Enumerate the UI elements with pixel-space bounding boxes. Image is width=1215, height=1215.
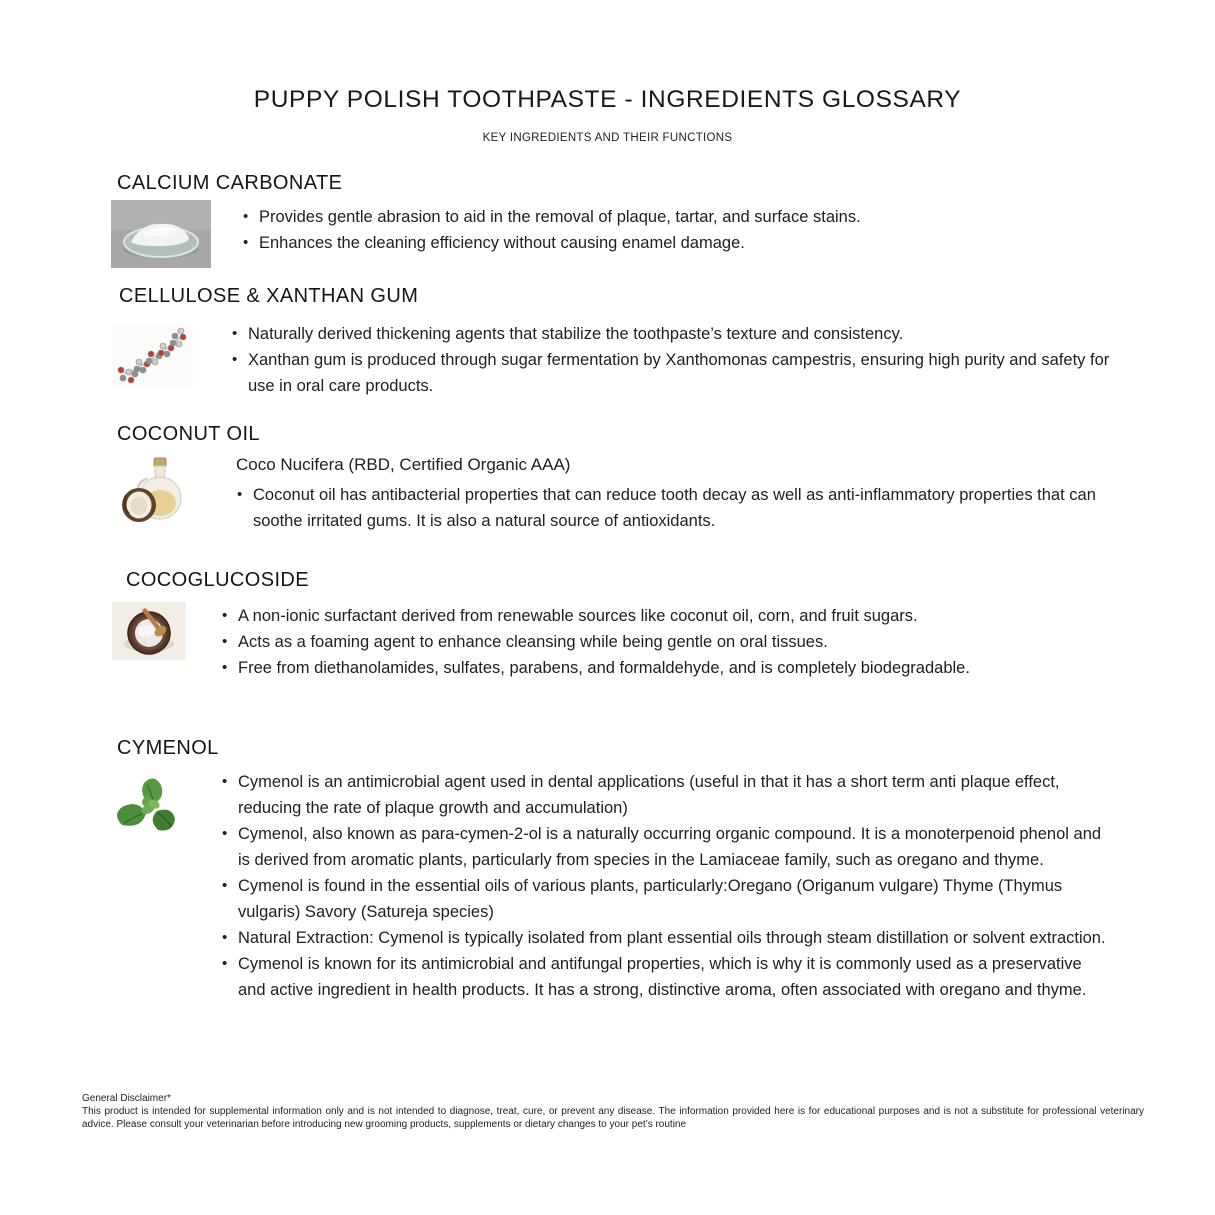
bullet-item: • Cymenol is known for its antimicrobial and antifungal properties, which is why it is commonly used as a preservative and active ingredient in health products. It has a strong, distinctive aroma, often associated with oregano and thyme. bbox=[221, 951, 1113, 1003]
cocoglucoside-bullets bbox=[221, 603, 1105, 681]
bullet-item: • Coconut oil has antibacterial properties that can reduce tooth decay as well as anti-inflammatory properties that can soothe irritated gums. It is also a natural source of antioxidants. bbox=[236, 482, 1124, 534]
bullet-item: • Cymenol, also known as para-cymen-2-ol is a naturally occurring organic compound. It is a monoterpenoid phenol and is derived from aromatic plants, particularly from species in the Lamiaceae family, such as oregano and thyme. bbox=[221, 821, 1113, 873]
mint-leaves-image bbox=[110, 771, 180, 848]
page-title: PUPPY POLISH TOOTHPASTE - INGREDIENTS GLOSSARY bbox=[253, 86, 962, 113]
bullet-item: • Acts as a foaming agent to enhance cleansing while being gentle on oral tissues. bbox=[221, 629, 1105, 655]
cellulose-xanthan-bullets bbox=[231, 321, 1115, 399]
calcium-carbonate-image bbox=[111, 200, 211, 273]
bullet-item: • Cymenol is found in the essential oils of various plants, particularly:Oregano (Origanum vulgare) Thyme (Thymus vulgaris) Savory (Satureja species) bbox=[221, 873, 1113, 925]
page-subtitle: KEY INGREDIENTS AND THEIR FUNCTIONS bbox=[482, 132, 733, 144]
calcium-carbonate-bullets bbox=[242, 204, 1122, 256]
bullet-item: • Enhances the cleaning efficiency without causing enamel damage. bbox=[242, 230, 1122, 256]
bullet-item: • Xanthan gum is produced through sugar fermentation by Xanthomonas campestris, ensuring high purity and safety for use in oral care products. bbox=[231, 347, 1115, 399]
coconut-oil-image bbox=[118, 455, 188, 538]
bullet-item: • Natural Extraction: Cymenol is typically isolated from plant essential oils through steam distillation or solvent extraction. bbox=[221, 925, 1113, 951]
cymenol-bullets bbox=[221, 769, 1113, 1003]
section-heading-coconut-oil: COCONUT OIL bbox=[117, 423, 260, 445]
footer-disclaimer bbox=[82, 1092, 1144, 1131]
bullet-item: • A non-ionic surfactant derived from renewable sources like coconut oil, corn, and fruit sugars. bbox=[221, 603, 1105, 629]
section-heading-cymenol: CYMENOL bbox=[117, 737, 219, 759]
section-heading-cocoglucoside: COCOGLUCOSIDE bbox=[126, 569, 310, 591]
section-heading-cellulose-xanthan-gum: CELLULOSE & XANTHAN GUM bbox=[119, 285, 419, 307]
section-heading-calcium-carbonate: CALCIUM CARBONATE bbox=[117, 172, 343, 194]
disclaimer-title: General Disclaimer* bbox=[82, 1093, 171, 1104]
bullet-item: • Naturally derived thickening agents that stabilize the toothpaste’s texture and consistency. bbox=[231, 321, 1115, 347]
coconut-oil-intro: Coco Nucifera (RBD, Certified Organic AAA) bbox=[236, 455, 571, 474]
bullet-item: • Provides gentle abrasion to aid in the removal of plaque, tartar, and surface stains. bbox=[242, 204, 1122, 230]
cocoglucoside-image bbox=[112, 602, 186, 665]
cellulose-molecule-image bbox=[113, 324, 193, 393]
coconut-oil-bullets bbox=[236, 482, 1124, 534]
disclaimer-text: This product is intended for supplemental information only and is not intended to diagnose, treat, cure, or prevent any disease. The information provided here is for educational purposes and is not a substitute for professional veterinary advice. Please consult your veterinarian before introducing new grooming products, supplements or dietary changes to your pet’s routine bbox=[82, 1106, 1144, 1130]
bullet-item: • Free from diethanolamides, sulfates, parabens, and formaldehyde, and is completely biodegradable. bbox=[221, 655, 1105, 681]
bullet-item: • Cymenol is an antimicrobial agent used in dental applications (useful in that it has a short term anti plaque effect, reducing the rate of plaque growth and accumulation) bbox=[221, 769, 1113, 821]
